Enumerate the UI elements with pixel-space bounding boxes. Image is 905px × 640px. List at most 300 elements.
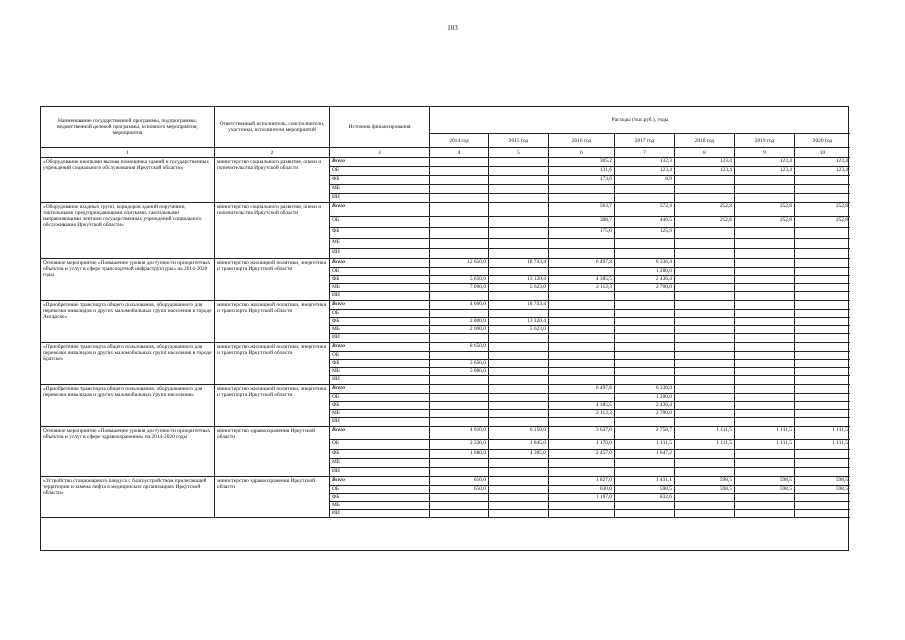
amount-cell: 650,0: [430, 486, 489, 494]
funding-source: ИИ: [330, 194, 430, 203]
funding-source: ИИ: [330, 468, 430, 477]
amount-cell: [489, 228, 549, 239]
executor-name: министерство социального развития, опеки и попечительства Иркутской области: [215, 158, 330, 203]
executor-name: министерство здравоохранения Иркутской области: [215, 427, 330, 477]
measure-name: «Оборудование кнопками вызова помощника зданий и государственных учреждений социального обслуживания Иркутской области»: [41, 158, 215, 203]
amount-cell: [735, 410, 795, 418]
amount-cell: 1 111,5: [675, 427, 735, 440]
amount-cell: 123,4: [675, 167, 735, 176]
amount-cell: [675, 394, 735, 402]
amount-cell: [489, 203, 549, 217]
amount-cell: 252,8: [795, 203, 850, 217]
amount-cell: [675, 418, 735, 427]
amount-cell: [675, 228, 735, 239]
amount-cell: 5 623,0: [489, 284, 549, 292]
amount-cell: [430, 239, 489, 249]
funding-source: МБ: [330, 502, 430, 510]
amount-cell: 18 743,4: [489, 301, 549, 310]
amount-cell: [489, 477, 549, 486]
amount-cell: [795, 176, 850, 185]
amount-cell: [549, 376, 615, 385]
header-col-number: 7: [615, 148, 675, 158]
amount-cell: [430, 352, 489, 360]
amount-cell: 1 111,5: [615, 440, 675, 450]
funding-source: Всего: [330, 158, 430, 167]
funding-source: ИИ: [330, 376, 430, 385]
amount-cell: [735, 249, 795, 259]
amount-cell: 598,5: [735, 477, 795, 486]
amount-cell: [675, 459, 735, 468]
amount-cell: 175,0: [549, 228, 615, 239]
amount-cell: [430, 394, 489, 402]
amount-cell: 4 010,0: [430, 427, 489, 440]
amount-cell: [489, 502, 549, 510]
amount-cell: [675, 185, 735, 194]
funding-source: ОБ: [330, 268, 430, 276]
amount-cell: [675, 352, 735, 360]
amount-cell: 650,0: [430, 477, 489, 486]
amount-cell: [549, 318, 615, 326]
amount-cell: [735, 450, 795, 459]
amount-cell: [615, 194, 675, 203]
amount-cell: [675, 249, 735, 259]
amount-cell: [549, 394, 615, 402]
header-col-number: 10: [795, 148, 850, 158]
amount-cell: [615, 185, 675, 194]
amount-cell: [430, 376, 489, 385]
amount-cell: 6 336,4: [615, 385, 675, 394]
amount-cell: 2 700,0: [615, 410, 675, 418]
funding-source: ИИ: [330, 334, 430, 343]
amount-cell: [675, 259, 735, 268]
header-col-number: 4: [430, 148, 489, 158]
amount-cell: [489, 217, 549, 228]
amount-cell: 125,9: [615, 228, 675, 239]
funding-source: ФБ: [330, 360, 430, 368]
amount-cell: 18 743,4: [489, 259, 549, 268]
header-col-number: 8: [675, 148, 735, 158]
funding-source: ОБ: [330, 167, 430, 176]
amount-cell: [675, 176, 735, 185]
amount-cell: [735, 394, 795, 402]
amount-cell: [430, 494, 489, 502]
amount-cell: 1 111,5: [795, 427, 850, 440]
funding-source: ФБ: [330, 318, 430, 326]
amount-cell: [795, 459, 850, 468]
funding-source: ОБ: [330, 486, 430, 494]
page-number: 103: [447, 24, 458, 32]
amount-cell: [489, 310, 549, 318]
amount-cell: [549, 459, 615, 468]
amount-cell: [615, 368, 675, 376]
funding-source: ФБ: [330, 176, 430, 185]
amount-cell: 252,8: [735, 203, 795, 217]
measure-name: «Устройство стационарного пандуса с благоустройством прилегающей территории и замена лифта в медицинских организациях Иркутской области»: [41, 477, 215, 518]
amount-cell: 5 623,0: [489, 326, 549, 334]
amount-cell: [489, 394, 549, 402]
funding-source: ФБ: [330, 402, 430, 410]
amount-cell: 2 436,4: [615, 276, 675, 284]
amount-cell: 1 845,0: [489, 440, 549, 450]
measure-name: «Приобретение транспорта общего пользования, оборудованного для перевозки инвалидов и других маломобильных групп населения в городе Ангарске»: [41, 301, 215, 343]
amount-cell: [735, 185, 795, 194]
amount-cell: [735, 468, 795, 477]
header-expenses: Расходы (тыс.руб.), годы: [430, 107, 850, 134]
amount-cell: [675, 494, 735, 502]
amount-cell: [735, 334, 795, 343]
amount-cell: [735, 292, 795, 301]
amount-cell: [795, 510, 850, 518]
amount-cell: [795, 352, 850, 360]
amount-cell: [430, 292, 489, 301]
amount-cell: [430, 185, 489, 194]
amount-cell: [615, 468, 675, 477]
amount-cell: [735, 502, 795, 510]
amount-cell: [675, 410, 735, 418]
amount-cell: [795, 376, 850, 385]
amount-cell: 1 170,0: [549, 440, 615, 450]
amount-cell: [735, 268, 795, 276]
amount-cell: 2 330,0: [430, 440, 489, 450]
header-year: 2015 год: [489, 134, 549, 148]
funding-source: ОБ: [330, 394, 430, 402]
funding-source: ИИ: [330, 292, 430, 301]
amount-cell: [675, 502, 735, 510]
amount-cell: [795, 368, 850, 376]
amount-cell: [615, 418, 675, 427]
amount-cell: [489, 334, 549, 343]
funding-source: МБ: [330, 284, 430, 292]
funding-source: МБ: [330, 410, 430, 418]
header-year: 2017 год: [615, 134, 675, 148]
amount-cell: [795, 360, 850, 368]
funding-source: МБ: [330, 459, 430, 468]
amount-cell: 2 112,3: [549, 284, 615, 292]
amount-cell: [675, 326, 735, 334]
amount-cell: [615, 310, 675, 318]
amount-cell: [430, 249, 489, 259]
amount-cell: 252,8: [795, 217, 850, 228]
amount-cell: [549, 510, 615, 518]
amount-cell: [489, 376, 549, 385]
amount-cell: [735, 418, 795, 427]
amount-cell: [489, 268, 549, 276]
amount-cell: [735, 459, 795, 468]
amount-cell: [795, 301, 850, 310]
amount-cell: 1 200,0: [615, 394, 675, 402]
executor-name: министерство жилищной политики, энергетики и транспорта Иркутской области: [215, 259, 330, 301]
amount-cell: [615, 318, 675, 326]
amount-cell: [489, 167, 549, 176]
funding-source: ОБ: [330, 310, 430, 318]
amount-cell: [549, 268, 615, 276]
amount-cell: [489, 494, 549, 502]
amount-cell: 2 436,4: [615, 402, 675, 410]
amount-cell: 131,6: [549, 167, 615, 176]
header-col-number: 6: [549, 148, 615, 158]
amount-cell: 6 150,0: [489, 427, 549, 440]
amount-cell: [735, 360, 795, 368]
amount-cell: 6 497,8: [549, 259, 615, 268]
funding-source: ФБ: [330, 276, 430, 284]
funding-source: МБ: [330, 239, 430, 249]
amount-cell: [675, 194, 735, 203]
amount-cell: 572,4: [615, 203, 675, 217]
funding-source: ИИ: [330, 418, 430, 427]
amount-cell: [549, 194, 615, 203]
amount-cell: [795, 185, 850, 194]
expenses-table: [40, 106, 849, 551]
amount-cell: [549, 326, 615, 334]
measure-name: «Приобретение транспорта общего пользования, оборудованного для перевозки инвалидов и других маломобильных групп населения в городе Братске»: [41, 343, 215, 385]
amount-cell: [430, 310, 489, 318]
amount-cell: [489, 194, 549, 203]
amount-cell: 1 111,5: [675, 440, 735, 450]
amount-cell: [675, 310, 735, 318]
amount-cell: [549, 310, 615, 318]
amount-cell: 598,5: [675, 477, 735, 486]
executor-name: министерство здравоохранения Иркутской области: [215, 477, 330, 518]
amount-cell: [735, 385, 795, 394]
amount-cell: [735, 376, 795, 385]
funding-source: Всего: [330, 477, 430, 486]
amount-cell: 1 197,0: [549, 494, 615, 502]
amount-cell: [735, 326, 795, 334]
amount-cell: [735, 301, 795, 310]
funding-source: Всего: [330, 301, 430, 310]
amount-cell: [489, 468, 549, 477]
amount-cell: [735, 228, 795, 239]
amount-cell: 598,5: [675, 486, 735, 494]
measure-name: «Приобретение транспорта общего пользования, оборудованного для перевозки инвалидов и других маломобильных групп населения»: [41, 385, 215, 427]
amount-cell: [675, 276, 735, 284]
amount-cell: [735, 402, 795, 410]
amount-cell: [675, 318, 735, 326]
header-year: 2018 год: [675, 134, 735, 148]
amount-cell: [430, 228, 489, 239]
header-col-number: 5: [489, 148, 549, 158]
amount-cell: [795, 394, 850, 402]
amount-cell: [795, 450, 850, 459]
amount-cell: 132,3: [615, 158, 675, 167]
amount-cell: [489, 360, 549, 368]
amount-cell: [615, 360, 675, 368]
amount-cell: [735, 494, 795, 502]
amount-cell: [489, 418, 549, 427]
amount-cell: [430, 402, 489, 410]
amount-cell: [795, 502, 850, 510]
amount-cell: [549, 352, 615, 360]
amount-cell: [735, 343, 795, 352]
amount-cell: [430, 158, 489, 167]
amount-cell: [795, 402, 850, 410]
amount-cell: [735, 239, 795, 249]
amount-cell: [489, 402, 549, 410]
amount-cell: [675, 268, 735, 276]
amount-cell: 12 650,0: [430, 259, 489, 268]
amount-cell: 598,5: [735, 486, 795, 494]
amount-cell: [430, 268, 489, 276]
amount-cell: [489, 459, 549, 468]
funding-source: Всего: [330, 385, 430, 394]
amount-cell: 8 650,0: [430, 343, 489, 352]
amount-cell: 7 000,0: [430, 284, 489, 292]
amount-cell: [489, 510, 549, 518]
amount-cell: 388,7: [549, 217, 615, 228]
funding-source: Всего: [330, 427, 430, 440]
amount-cell: [489, 239, 549, 249]
amount-cell: [735, 276, 795, 284]
amount-cell: [549, 343, 615, 352]
header-year: 2016 год: [549, 134, 615, 148]
amount-cell: 13 120,4: [489, 318, 549, 326]
amount-cell: [795, 228, 850, 239]
amount-cell: 6 497,8: [549, 385, 615, 394]
amount-cell: 252,8: [735, 217, 795, 228]
measure-name: «Оборудование входных групп, коридоров зданий поручнями, тактильными предупреждающими плитками, тактильными направляющими лентами государственных учреждений социального обслуживания Иркутской области»: [41, 203, 215, 259]
amount-cell: 3 627,0: [549, 427, 615, 440]
amount-cell: [615, 249, 675, 259]
funding-source: МБ: [330, 326, 430, 334]
amount-cell: [795, 326, 850, 334]
amount-cell: 123,4: [675, 158, 735, 167]
amount-cell: 563,7: [549, 203, 615, 217]
amount-cell: [430, 385, 489, 394]
amount-cell: [735, 284, 795, 292]
amount-cell: [675, 239, 735, 249]
funding-source: Всего: [330, 203, 430, 217]
amount-cell: 4 305,0: [489, 450, 549, 459]
amount-cell: [615, 334, 675, 343]
amount-cell: 1 111,5: [735, 427, 795, 440]
amount-cell: [430, 217, 489, 228]
header-year: 2014 год: [430, 134, 489, 148]
amount-cell: [795, 385, 850, 394]
amount-cell: [615, 376, 675, 385]
header-source: Источник финансирования: [330, 107, 430, 148]
amount-cell: [735, 352, 795, 360]
amount-cell: 1 680,0: [430, 450, 489, 459]
amount-cell: [489, 249, 549, 259]
amount-cell: 4 000,0: [430, 301, 489, 310]
amount-cell: [549, 360, 615, 368]
amount-cell: 1 111,5: [795, 440, 850, 450]
amount-cell: [489, 486, 549, 494]
amount-cell: [675, 284, 735, 292]
funding-source: ФБ: [330, 450, 430, 459]
amount-cell: 446,5: [615, 217, 675, 228]
amount-cell: [430, 410, 489, 418]
header-executor: Ответственный исполнитель, соисполнители, участники, исполнители мероприятий: [215, 107, 330, 148]
amount-cell: 5 650,0: [430, 276, 489, 284]
amount-cell: 1 647,2: [615, 450, 675, 459]
amount-cell: 6 336,4: [615, 259, 675, 268]
amount-cell: [795, 343, 850, 352]
amount-cell: 252,8: [675, 203, 735, 217]
funding-source: Всего: [330, 259, 430, 268]
amount-cell: 123,4: [615, 167, 675, 176]
amount-cell: 598,5: [615, 486, 675, 494]
amount-cell: [615, 292, 675, 301]
amount-cell: [795, 292, 850, 301]
amount-cell: [735, 310, 795, 318]
amount-cell: [489, 368, 549, 376]
amount-cell: 630,0: [549, 486, 615, 494]
amount-cell: [795, 259, 850, 268]
amount-cell: [549, 368, 615, 376]
amount-cell: [615, 510, 675, 518]
amount-cell: 598,5: [795, 477, 850, 486]
amount-cell: 1 827,0: [549, 477, 615, 486]
executor-name: министерство жилищной политики, энергетики и транспорта Иркутской области: [215, 301, 330, 343]
amount-cell: [795, 318, 850, 326]
amount-cell: [489, 352, 549, 360]
amount-cell: 5 000,0: [430, 368, 489, 376]
amount-cell: [795, 276, 850, 284]
amount-cell: [430, 468, 489, 477]
amount-cell: [675, 360, 735, 368]
amount-cell: [675, 385, 735, 394]
funding-source: ИИ: [330, 510, 430, 518]
amount-cell: [795, 194, 850, 203]
amount-cell: [549, 502, 615, 510]
amount-cell: 2 112,3: [549, 410, 615, 418]
amount-cell: 123,4: [735, 167, 795, 176]
header-year: 2020 год: [795, 134, 850, 148]
amount-cell: 2 700,0: [615, 284, 675, 292]
amount-cell: [675, 334, 735, 343]
amount-cell: [615, 343, 675, 352]
amount-cell: 1 111,5: [735, 440, 795, 450]
funding-source: ФБ: [330, 228, 430, 239]
amount-cell: [489, 176, 549, 185]
amount-cell: 123,4: [795, 167, 850, 176]
amount-cell: [549, 418, 615, 427]
header-col-number: 2: [215, 148, 330, 158]
amount-cell: [795, 268, 850, 276]
amount-cell: [489, 410, 549, 418]
funding-source: ФБ: [330, 494, 430, 502]
header-name: Наименование государственной программы, подпрограммы, ведомственной целевой программы, основного мероприятия, мероприятия: [41, 107, 215, 148]
amount-cell: 4 385,5: [549, 276, 615, 284]
amount-cell: [735, 368, 795, 376]
funding-source: ИИ: [330, 249, 430, 259]
header-col-number: 3: [330, 148, 430, 158]
amount-cell: [489, 292, 549, 301]
amount-cell: 123,4: [735, 158, 795, 167]
amount-cell: [615, 239, 675, 249]
amount-cell: 1 200,0: [615, 268, 675, 276]
amount-cell: [489, 385, 549, 394]
executor-name: министерство социального развития, опеки и попечительства Иркутской области: [215, 203, 330, 259]
amount-cell: 173,6: [549, 176, 615, 185]
amount-cell: [675, 402, 735, 410]
amount-cell: [735, 318, 795, 326]
funding-source: ОБ: [330, 217, 430, 228]
amount-cell: [735, 194, 795, 203]
measure-name: Основное мероприятие «Повышение уровня доступности приоритетных объектов и услуг в сфере транспортной инфраструктуры» на 2014-2020 годы: [41, 259, 215, 301]
amount-cell: [675, 301, 735, 310]
executor-name: министерство жилищной политики, энергетики и транспорта Иркутской области: [215, 343, 330, 385]
amount-cell: [430, 167, 489, 176]
amount-cell: [795, 334, 850, 343]
amount-cell: [795, 310, 850, 318]
amount-cell: 8,9: [615, 176, 675, 185]
amount-cell: [430, 459, 489, 468]
amount-cell: [675, 376, 735, 385]
amount-cell: [430, 418, 489, 427]
amount-cell: 3 650,0: [430, 360, 489, 368]
